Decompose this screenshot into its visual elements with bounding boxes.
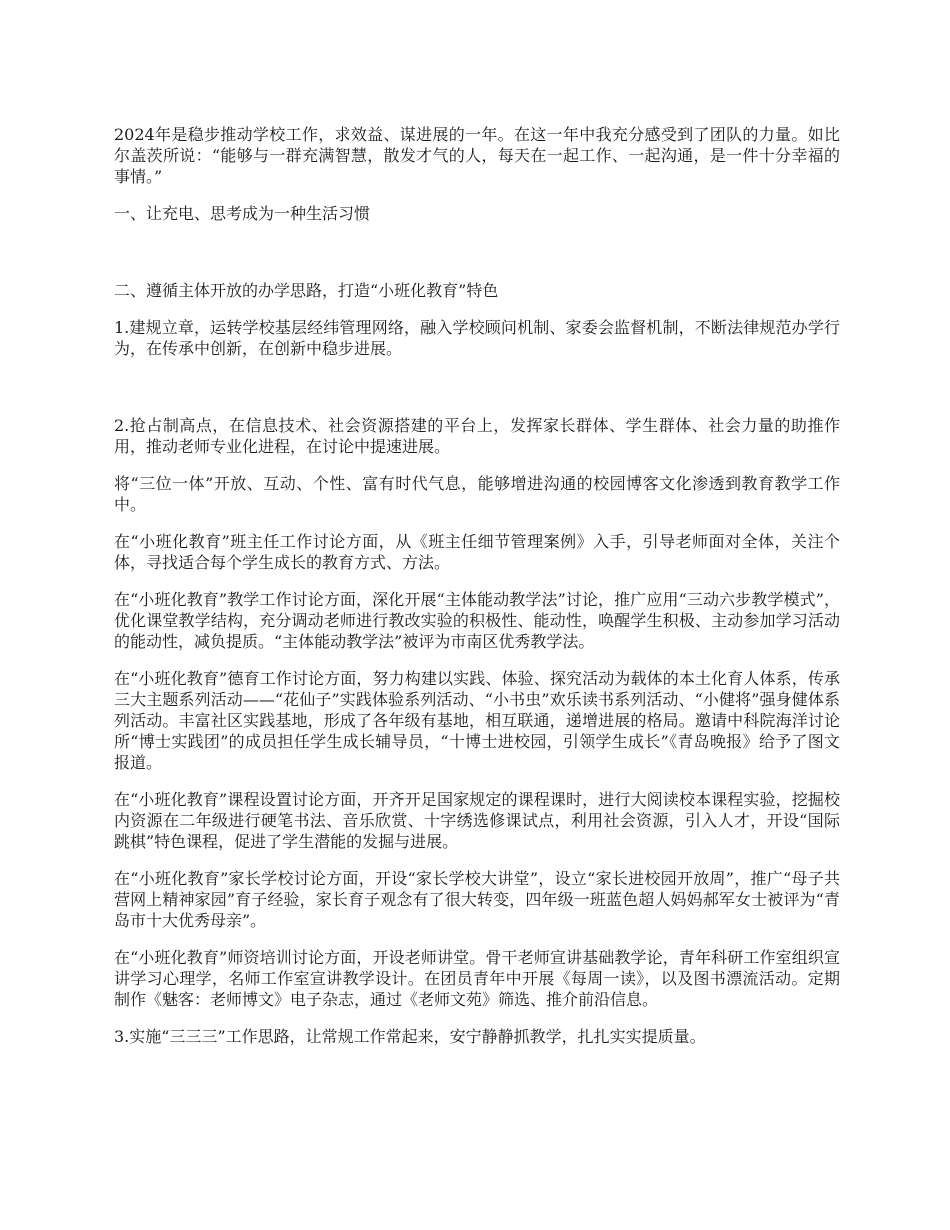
paragraph-curriculum: 在“小班化教育”课程设置讨论方面，开齐开足国家规定的课程课时，进行大阅读校本课程实验，挖掘校内资源在二年级进行硬笔书法、音乐欣赏、十字绣选修课试点，利用社会资源，引入人才，开设“国际跳棋”特色课程，促进了学生潜能的发掘与进展。: [114, 790, 840, 851]
paragraph-item-2: 2.抢占制高点，在信息技术、社会资源搭建的平台上，发挥家长群体、学生群体、社会力量的助推作用，推动老师专业化进程，在讨论中提速进展。: [114, 416, 840, 456]
paragraph-item-3: 3.实施“三三三”工作思路，让常规工作常起来，安宁静静抓教学，扎扎实实提质量。: [114, 1027, 706, 1046]
document-body: [114, 124, 840, 1063]
paragraph-parent-school: 在“小班化教育”家长学校讨论方面，开设“家长学校大讲堂”，设立“家长进校园开放周”，推广“母子共营网上精神家园”育子经验，家长育子观念有了很大转变，四年级一班蓝色超人妈妈郝军女士被评为“青岛市十大优秀母亲”。: [114, 869, 840, 930]
section-heading-2: 二、遵循主体开放的办学思路，打造“小班化教育”特色: [114, 281, 499, 300]
paragraph-item-1: 1.建规立章，运转学校基层经纬管理网络，融入学校顾问机制、家委会监督机制，不断法律规范办学行为，在传承中创新，在创新中稳步进展。: [114, 318, 840, 358]
section-heading-1: 一、让充电、思考成为一种生活习惯: [114, 204, 371, 223]
paragraph-class-teacher: 在“小班化教育”班主任工作讨论方面，从《班主任细节管理案例》入手，引导老师面对全体，关注个体，寻找适合每个学生成长的教育方式、方法。: [114, 532, 840, 572]
paragraph-teaching: 在“小班化教育”教学工作讨论方面，深化开展“主体能动教学法”讨论，推广应用“三动六步教学模式”，优化课堂教学结构，充分调动老师进行教改实验的积极性、能动性，唤醒学生积极、主动参加学习活动的能动性，减负提质。“主体能动教学法”被评为市南区优秀教学法。: [114, 590, 840, 651]
paragraph-moral-education: 在“小班化教育”德育工作讨论方面，努力构建以实践、体验、探究活动为载体的本土化育人体系，传承三大主题系列活动——“花仙子”实践体验系列活动、“小书虫”欢乐读书系列活动、“小健将”强身健体系列活动。丰富社区实践基地，形成了各年级有基地，相互联通，递增进展的格局。邀请中科院海洋讨论所“博士实践团”的成员担任学生成长辅导员，“十博士进校园，引领学生成长”《青岛晚报》给予了图文报道。: [114, 669, 840, 772]
intro-paragraph: 2024年是稳步推动学校工作，求效益、谋进展的一年。在这一年中我充分感受到了团队的力量。如比尔盖茨所说：“能够与一群充满智慧，散发才气的人，每天在一起工作、一起沟通，是一件十分幸福的事情。”: [114, 125, 840, 186]
paragraph-blog-culture: 将“三位一体”开放、互动、个性、富有时代气息，能够增进沟通的校园博客文化渗透到教育教学工作中。: [114, 474, 840, 514]
paragraph-teacher-training: 在“小班化教育”师资培训讨论方面，开设老师讲堂。骨干老师宣讲基础教学论，青年科研工作室组织宣讲学习心理学，名师工作室宣讲教学设计。在团员青年中开展《每周一读》，以及图书漂流活动。定期制作《魅客：老师博文》电子杂志，通过《老师文苑》筛选、推介前沿信息。: [114, 948, 840, 1009]
